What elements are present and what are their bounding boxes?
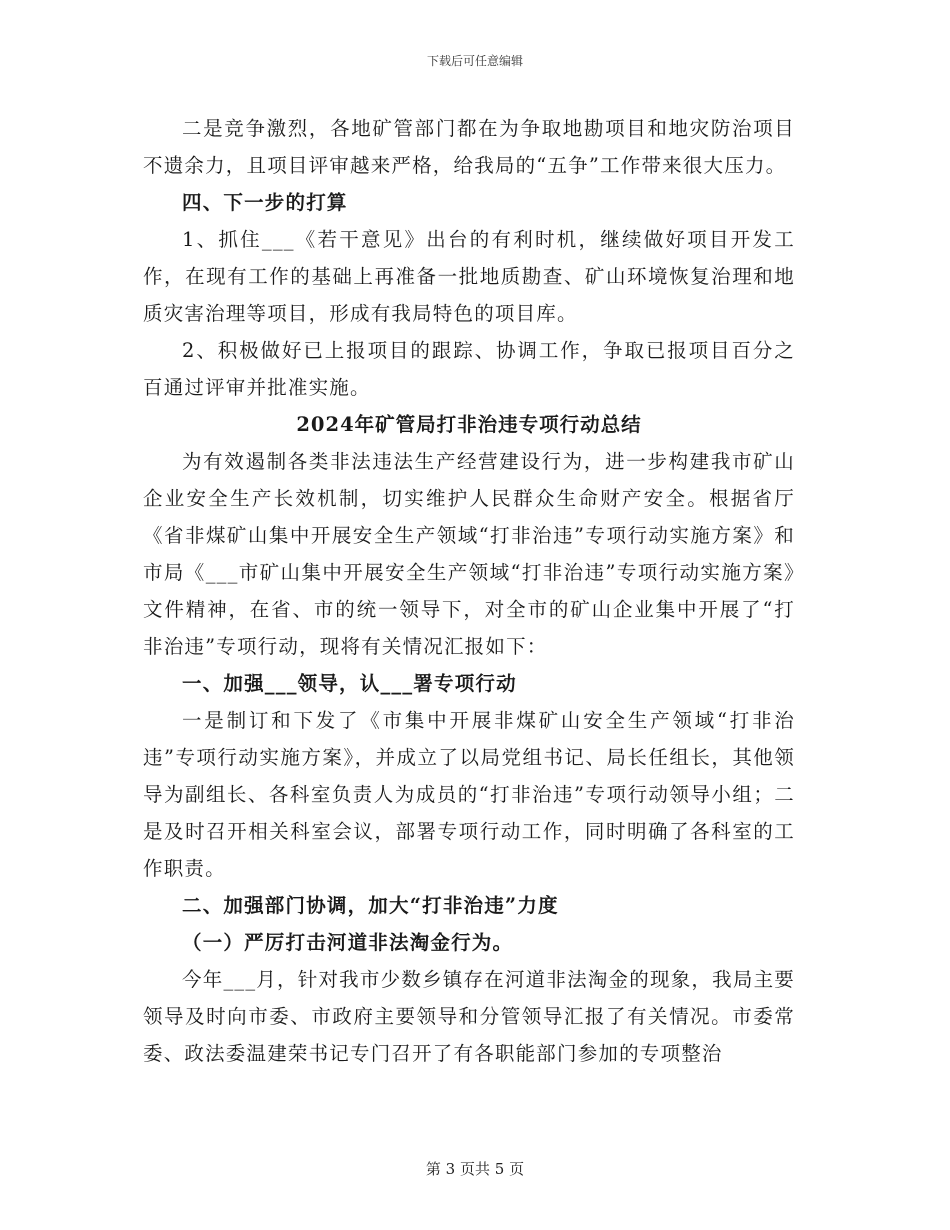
- paragraph-step-2: 2、积极做好已上报项目的跟踪、协调工作，争取已报项目百分之百通过评审并批准实施。: [143, 339, 795, 399]
- paragraph-subsection-1: 今年___月，针对我市少数乡镇存在河道非法淘金的现象，我局主要领导及时向市委、市政府主要领导和分管领导汇报了有关情况。市委常委、政法委温建荣书记专门召开了有各职能部门参加的专项整治: [143, 968, 795, 1065]
- heading-section-2: 二、加强部门协调，加大“打非治违”力度: [182, 894, 559, 917]
- heading-section-1: 一、加强___领导，认___署专项行动: [182, 672, 517, 695]
- paragraph-intro: 为有效遏制各类非法违法生产经营建设行为，进一步构建我市矿山企业安全生产长效机制，切实维护人民群众生命财产安全。根据省厅《省非煤矿山集中开展安全生产领域“打非治违”专项行动实施方案》和市局《___市矿山集中开展安全生产领域“打非治违”专项行动实施方案》文件精神，在省、市的统一领导下，对全市的矿山企业集中开展了“打非治违”专项行动，现将有关情况汇报如下：: [143, 450, 795, 658]
- page-number-footer: 第 3 页共 5 页: [425, 1160, 525, 1178]
- heading-next-steps: 四、下一步的打算: [182, 191, 348, 214]
- paragraph-section-1: 一是制订和下发了《市集中开展非煤矿山安全生产领域“打非治违”专项行动实施方案》，并成立了以局党组书记、局长任组长，其他领导为副组长、各科室负责人为成员的“打非治违”专项行动领导小组；二是及时召开相关科室会议，部署专项行动工作，同时明确了各科室的工作职责。: [143, 709, 795, 880]
- document-body: [143, 110, 795, 1072]
- paragraph-competition: 二是竞争激烈，各地矿管部门都在为争取地勘项目和地灾防治项目不遗余力，且项目评审越来严格，给我局的“五争”工作带来很大压力。: [143, 117, 795, 177]
- paragraph-step-1: 1、抓住___《若干意见》出台的有利时机，继续做好项目开发工作，在现有工作的基础上再准备一批地质勘查、矿山环境恢复治理和地质灾害治理等项目，形成有我局特色的项目库。: [143, 228, 795, 325]
- page-header-note: 下载后可任意编辑: [426, 54, 523, 68]
- heading-subsection-1: （一）严厉打击河道非法淘金行为。: [182, 931, 514, 954]
- document-title: 2024年矿管局打非治违专项行动总结: [296, 413, 642, 436]
